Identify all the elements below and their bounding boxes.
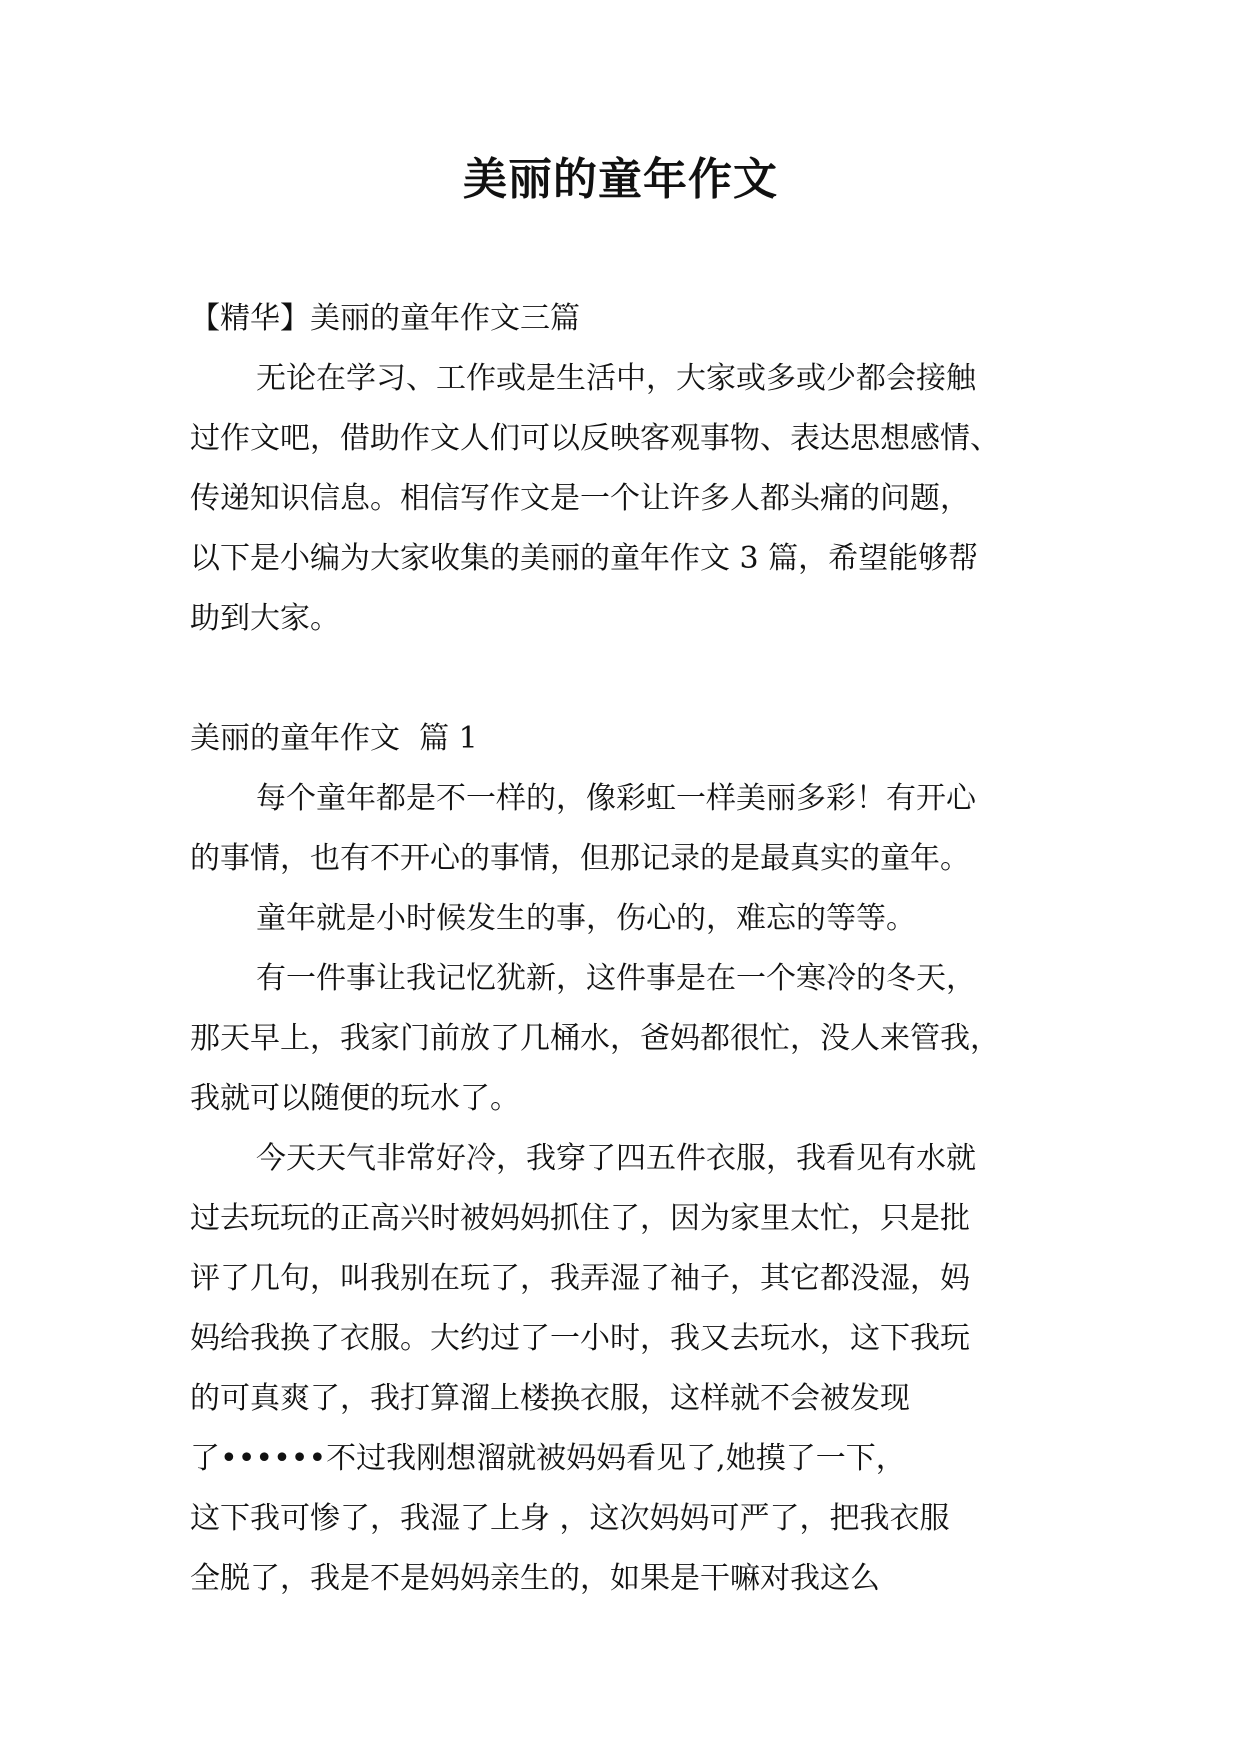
section-heading: 美丽的童年作文 篇 1 xyxy=(190,721,478,756)
intro-line: 传递知识信息。相信写作文是一个让许多人都头痛的问题， xyxy=(190,481,970,516)
section-line: 的可真爽了，我打算溜上楼换衣服，这样就不会被发现 xyxy=(190,1381,910,1416)
section-line: 全脱了，我是不是妈妈亲生的，如果是干嘛对我这么 xyxy=(190,1561,880,1596)
section-line: 妈给我换了衣服。大约过了一小时，我又去玩水，这下我玩 xyxy=(190,1321,970,1356)
section-line: 每个童年都是不一样的，像彩虹一样美丽多彩！有开心 xyxy=(256,781,976,816)
document-title: 美丽的童年作文 xyxy=(463,154,778,205)
intro-line: 以下是小编为大家收集的美丽的童年作文 3 篇，希望能够帮 xyxy=(190,541,979,576)
section-line: 童年就是小时候发生的事，伤心的，难忘的等等。 xyxy=(256,901,916,936)
section-line: 了••••••不过我刚想溜就被妈妈看见了,她摸了一下， xyxy=(190,1441,906,1476)
intro-line: 无论在学习、工作或是生活中，大家或多或少都会接触 xyxy=(256,361,976,396)
section-line: 今天天气非常好冷，我穿了四五件衣服，我看见有水就 xyxy=(256,1141,976,1176)
document-subtitle: 【精华】美丽的童年作文三篇 xyxy=(190,301,580,336)
document-body xyxy=(190,289,1065,1609)
section-line: 的事情，也有不开心的事情，但那记录的是最真实的童年。 xyxy=(190,841,970,876)
intro-line: 助到大家。 xyxy=(190,601,340,636)
section-line: 那天早上，我家门前放了几桶水，爸妈都很忙，没人来管我， xyxy=(190,1021,1000,1056)
section-line: 评了几句，叫我别在玩了，我弄湿了袖子，其它都没湿，妈 xyxy=(190,1261,970,1296)
paragraph-gap xyxy=(190,649,1065,709)
section-line: 我就可以随便的玩水了。 xyxy=(190,1081,520,1116)
section-line: 过去玩玩的正高兴时被妈妈抓住了，因为家里太忙，只是批 xyxy=(190,1201,970,1236)
section-line: 这下我可惨了，我湿了上身 ，这次妈妈可严了，把我衣服 xyxy=(190,1501,950,1536)
intro-line: 过作文吧，借助作文人们可以反映客观事物、表达思想感情、 xyxy=(190,421,1000,456)
section-line: 有一件事让我记忆犹新，这件事是在一个寒冷的冬天， xyxy=(256,961,976,996)
